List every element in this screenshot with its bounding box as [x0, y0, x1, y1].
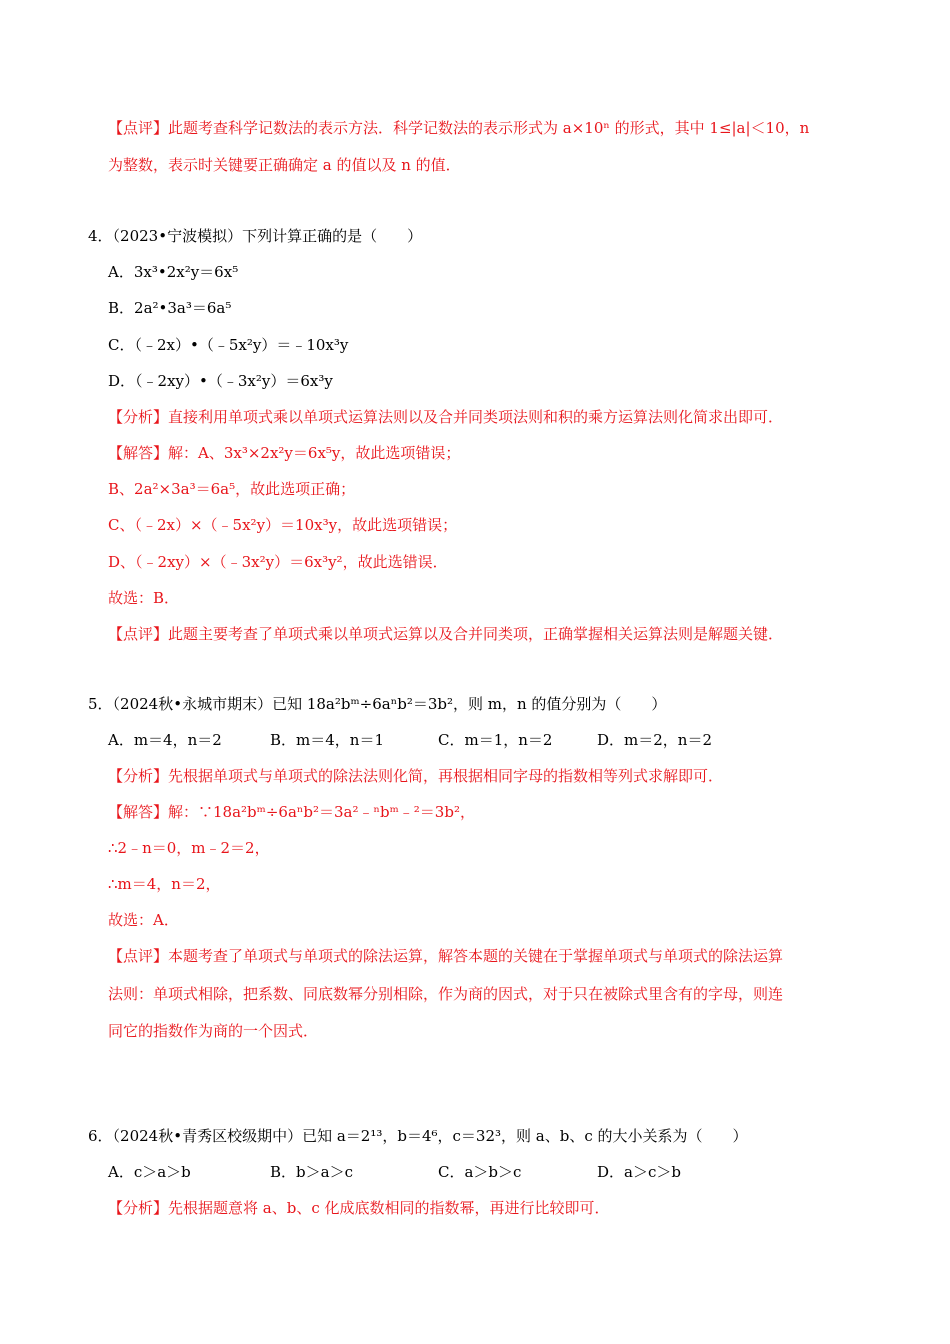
q5-option-d: D．m＝2，n＝2 — [597, 731, 712, 749]
q6-stem: 6．（2024秋•青秀区校级期中）已知 a＝2¹³，b＝4⁶，c＝32³，则 a、b、c 的大小关系为（ ） — [88, 1127, 748, 1145]
q4-option-a: A．3x³•2x²y＝6x⁵ — [108, 263, 239, 281]
q4-analysis: 【分析】直接利用单项式乘以单项式运算法则以及合并同类项法则和积的乘方运算法则化简求出即可． — [108, 408, 784, 426]
q5-solution-line3: ∴m＝4，n＝2， — [108, 875, 221, 893]
q5-option-c: C．m＝1，n＝2 — [438, 731, 553, 749]
q4-solution-line3: C、（﹣2x）×（﹣5x²y）＝10x³y，故此选项错误； — [108, 516, 458, 534]
q4-comment: 【点评】此题主要考查了单项式乘以单项式运算以及合并同类项，正确掌握相关运算法则是解题关键． — [108, 625, 784, 643]
q4-solution-line2: B、2a²×3a³＝6a⁵，故此选项正确； — [108, 480, 356, 498]
q6-option-c: C．a＞b＞c — [438, 1163, 522, 1181]
q4-option-d: D．（﹣2xy）•（﹣3x²y）＝6x³y — [108, 372, 333, 390]
q4-option-b: B．2a²•3a³＝6a⁵ — [108, 299, 232, 317]
q5-option-a: A．m＝4，n＝2 — [108, 731, 222, 749]
q5-solution-line1: 【解答】解：∵18a²bᵐ÷6aⁿb²＝3a²﹣ⁿbᵐ﹣²＝3b²， — [108, 803, 475, 821]
q6-option-b: B．b＞a＞c — [270, 1163, 353, 1181]
q6-analysis: 【分析】先根据题意将 a、b、c 化成底数相同的指数幂，再进行比较即可． — [108, 1199, 610, 1217]
q5-stem: 5．（2024秋•永城市期末）已知 18a²bᵐ÷6aⁿb²＝3b²，则 m，n 的值分别为（ ） — [88, 695, 667, 713]
q5-solution-line2: ∴2﹣n＝0，m﹣2＝2， — [108, 839, 270, 857]
q5-comment-line2: 法则：单项式相除，把系数、同底数幂分别相除，作为商的因式，对于只在被除式里含有的字母，则连 — [108, 985, 784, 1003]
q4-stem: 4．（2023•宁波模拟）下列计算正确的是（ ） — [88, 227, 423, 245]
q6-option-a: A．c＞a＞b — [108, 1163, 191, 1181]
q3-comment-line2: 为整数，表示时关键要正确确定 a 的值以及 n 的值． — [108, 156, 461, 174]
q6-option-d: D．a＞c＞b — [597, 1163, 681, 1181]
q5-analysis: 【分析】先根据单项式与单项式的除法法则化简，再根据相同字母的指数相等列式求解即可． — [108, 767, 724, 785]
q4-option-c: C．（﹣2x）•（﹣5x²y）＝﹣10x³y — [108, 336, 349, 354]
q4-solution-line4: D、（﹣2xy）×（﹣3x²y）＝6x³y²，故此选错误． — [108, 553, 448, 571]
q5-comment-line3: 同它的指数作为商的一个因式． — [108, 1022, 319, 1040]
q5-comment-line1: 【点评】本题考查了单项式与单项式的除法运算，解答本题的关键在于掌握单项式与单项式的除法运算 — [108, 947, 784, 965]
q4-solution-answer: 故选：B． — [108, 589, 180, 607]
q5-solution-answer: 故选：A． — [108, 911, 179, 929]
q3-comment-line1: 【点评】此题考查科学记数法的表示方法．科学记数法的表示形式为 a×10ⁿ 的形式，其中 1≤|a|＜10，n — [108, 119, 810, 137]
q4-solution-line1: 【解答】解：A、3x³×2x²y＝6x⁵y，故此选项错误； — [108, 444, 461, 462]
q5-option-b: B．m＝4，n＝1 — [270, 731, 384, 749]
